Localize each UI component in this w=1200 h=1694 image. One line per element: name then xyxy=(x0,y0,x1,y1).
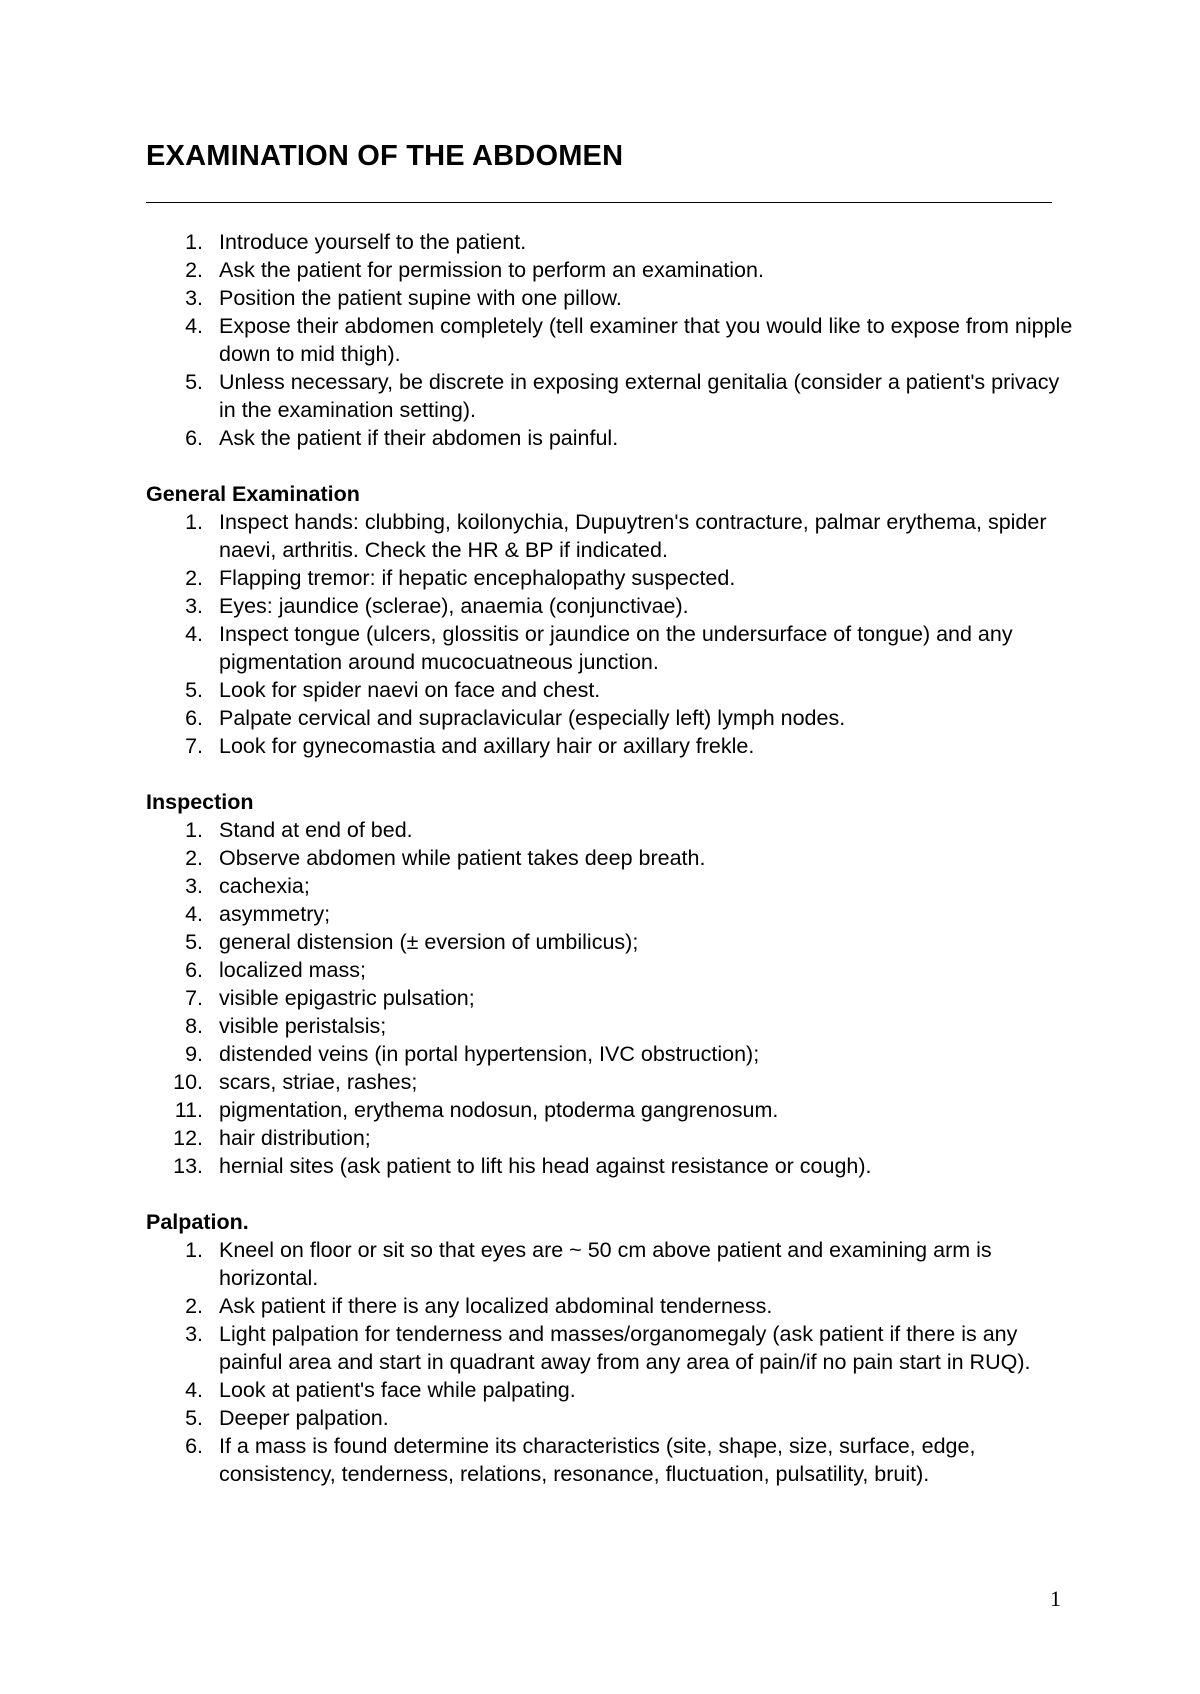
list-item xyxy=(146,1292,1076,1320)
list-item xyxy=(146,284,1076,312)
item-text: visible peristalsis; xyxy=(219,1014,387,1038)
section-heading-general-examination: General Examination xyxy=(146,482,360,506)
item-number: 12. xyxy=(173,1126,203,1150)
list-item xyxy=(146,732,1076,760)
item-text: pigmentation, erythema nodosun, ptoderma gangrenosum. xyxy=(219,1098,779,1122)
item-text: cachexia; xyxy=(219,874,310,898)
list-item xyxy=(146,1320,1076,1376)
item-text: Deeper palpation. xyxy=(219,1406,389,1430)
list-item xyxy=(146,956,1076,984)
item-text: Position the patient supine with one pillow. xyxy=(219,286,622,310)
item-number: 2. xyxy=(185,1294,203,1318)
item-text: Stand at end of bed. xyxy=(219,818,413,842)
title-divider xyxy=(146,202,1052,203)
list-item xyxy=(146,1152,1076,1180)
list-item xyxy=(146,872,1076,900)
list-item xyxy=(146,676,1076,704)
list-item xyxy=(146,1124,1076,1152)
item-text: Introduce yourself to the patient. xyxy=(219,230,527,254)
item-number: 3. xyxy=(185,1322,203,1346)
item-number: 13. xyxy=(173,1154,203,1178)
item-text: Observe abdomen while patient takes deep breath. xyxy=(219,846,706,870)
item-number: 3. xyxy=(185,286,203,310)
item-number: 1. xyxy=(185,818,203,842)
item-text: If a mass is found determine its characteristics (site, shape, size, surface, edge, consistency, tenderness, relations, resonance, fluctuation, pulsatility, bruit). xyxy=(219,1434,976,1486)
item-number: 2. xyxy=(185,258,203,282)
item-text: Inspect tongue (ulcers, glossitis or jaundice on the undersurface of tongue) and any pigmentation around mucocuatneous junction. xyxy=(219,622,1013,674)
item-text: Look for spider naevi on face and chest. xyxy=(219,678,601,702)
item-number: 8. xyxy=(185,1014,203,1038)
section-heading-palpation: Palpation. xyxy=(146,1210,249,1234)
list-item xyxy=(146,228,1076,256)
item-number: 4. xyxy=(185,622,203,646)
item-number: 6. xyxy=(185,958,203,982)
list-item xyxy=(146,368,1076,424)
item-text: Ask the patient if their abdomen is painful. xyxy=(219,426,619,450)
item-number: 11. xyxy=(174,1098,203,1122)
item-text: Look at patient's face while palpating. xyxy=(219,1378,576,1402)
item-text: distended veins (in portal hypertension, IVC obstruction); xyxy=(219,1042,760,1066)
list-item xyxy=(146,1040,1076,1068)
item-number: 10. xyxy=(173,1070,203,1094)
document-body xyxy=(146,228,1076,1488)
item-text: Look for gynecomastia and axillary hair or axillary frekle. xyxy=(219,734,755,758)
item-number: 9. xyxy=(185,1042,203,1066)
item-number: 3. xyxy=(185,874,203,898)
item-text: Ask patient if there is any localized abdominal tenderness. xyxy=(219,1294,773,1318)
list-item xyxy=(146,620,1076,676)
list-item xyxy=(146,1012,1076,1040)
item-number: 1. xyxy=(185,230,203,254)
item-number: 2. xyxy=(185,566,203,590)
item-text: Expose their abdomen completely (tell examiner that you would like to expose from nipple down to mid thigh). xyxy=(219,314,1073,366)
item-text: visible epigastric pulsation; xyxy=(219,986,475,1010)
item-text: Light palpation for tenderness and masses/organomegaly (ask patient if there is any painful area and start in quadrant away from any area of pain/if no pain start in RUQ). xyxy=(219,1322,1031,1374)
item-number: 6. xyxy=(185,1434,203,1458)
item-number: 1. xyxy=(185,1238,203,1262)
item-number: 1. xyxy=(185,510,203,534)
list-item xyxy=(146,984,1076,1012)
item-number: 7. xyxy=(185,986,203,1010)
list-item xyxy=(146,816,1076,844)
item-number: 6. xyxy=(185,706,203,730)
document-title: EXAMINATION OF THE ABDOMEN xyxy=(146,140,624,172)
list-item xyxy=(146,508,1076,564)
list-item xyxy=(146,592,1076,620)
item-number: 4. xyxy=(185,1378,203,1402)
item-text: Inspect hands: clubbing, koilonychia, Dupuytren's contracture, palmar erythema, spider naevi, arthritis. Check the HR & BP if indicated. xyxy=(219,510,1047,562)
item-text: general distension (± eversion of umbilicus); xyxy=(219,930,639,954)
item-text: Palpate cervical and supraclavicular (especially left) lymph nodes. xyxy=(219,706,846,730)
item-text: scars, striae, rashes; xyxy=(219,1070,418,1094)
list-item xyxy=(146,1376,1076,1404)
item-number: 3. xyxy=(185,594,203,618)
item-number: 4. xyxy=(185,314,203,338)
list-item xyxy=(146,564,1076,592)
palpation-list xyxy=(146,1236,1076,1488)
item-text: Unless necessary, be discrete in exposing external genitalia (consider a patient's privacy in the examination setting). xyxy=(219,370,1060,422)
list-item xyxy=(146,1404,1076,1432)
item-number: 5. xyxy=(185,930,203,954)
list-item xyxy=(146,1068,1076,1096)
item-number: 4. xyxy=(185,902,203,926)
list-item xyxy=(146,256,1076,284)
item-text: localized mass; xyxy=(219,958,366,982)
item-text: Flapping tremor: if hepatic encephalopathy suspected. xyxy=(219,566,736,590)
item-number: 2. xyxy=(185,846,203,870)
list-item xyxy=(146,424,1076,452)
item-text: Ask the patient for permission to perform an examination. xyxy=(219,258,764,282)
list-item xyxy=(146,704,1076,732)
list-item xyxy=(146,1096,1076,1124)
list-item xyxy=(146,844,1076,872)
list-item xyxy=(146,1236,1076,1292)
section-heading-inspection: Inspection xyxy=(146,790,254,814)
item-text: Kneel on floor or sit so that eyes are ~ 50 cm above patient and examining arm is horizontal. xyxy=(219,1238,992,1290)
item-number: 5. xyxy=(185,1406,203,1430)
list-item xyxy=(146,312,1076,368)
item-number: 5. xyxy=(185,678,203,702)
item-text: hernial sites (ask patient to lift his head against resistance or cough). xyxy=(219,1154,872,1178)
list-item xyxy=(146,900,1076,928)
general-examination-list xyxy=(146,508,1076,760)
list-item xyxy=(146,1432,1076,1488)
intro-steps-list xyxy=(146,228,1076,452)
item-number: 7. xyxy=(185,734,203,758)
item-number: 6. xyxy=(185,426,203,450)
inspection-list xyxy=(146,816,1076,1180)
item-number: 5. xyxy=(185,370,203,394)
item-text: Eyes: jaundice (sclerae), anaemia (conjunctivae). xyxy=(219,594,689,618)
page-number: 1 xyxy=(1050,1586,1061,1611)
list-item xyxy=(146,928,1076,956)
item-text: hair distribution; xyxy=(219,1126,371,1150)
item-text: asymmetry; xyxy=(219,902,331,926)
